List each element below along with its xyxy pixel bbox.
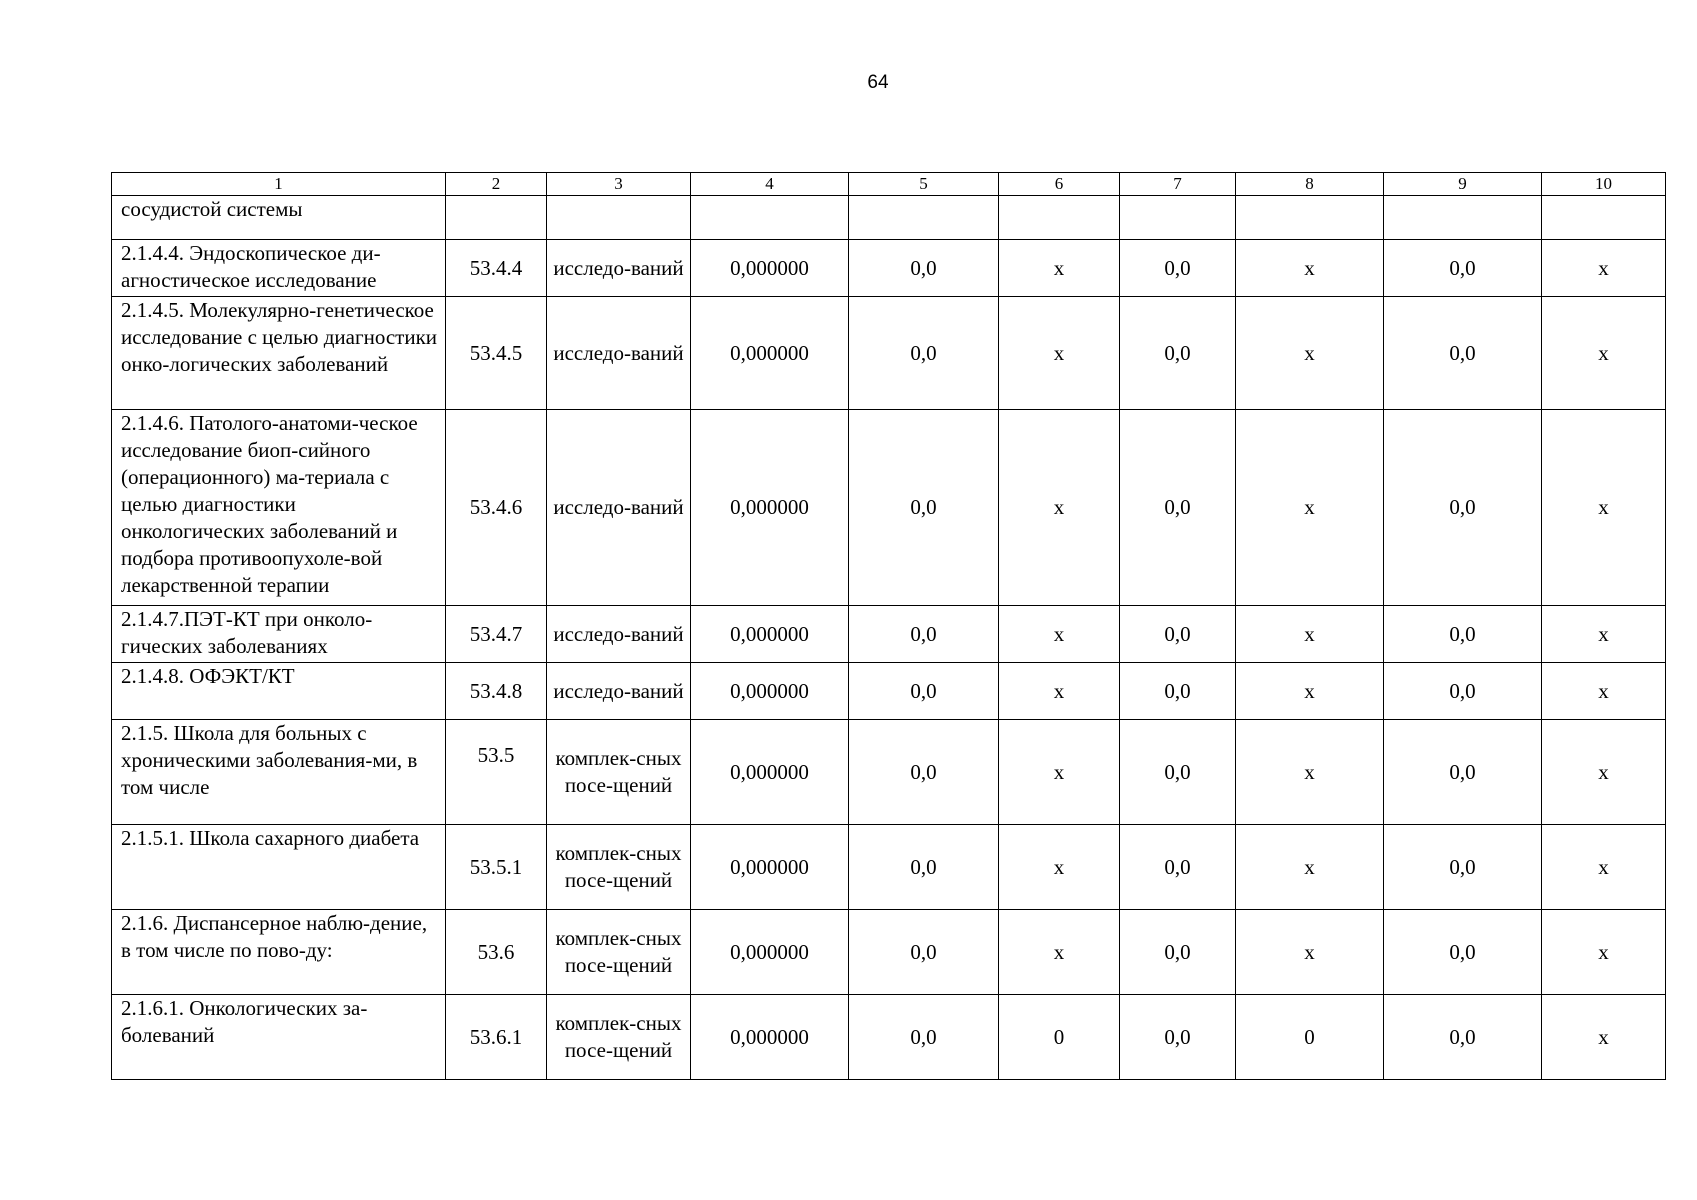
cell-col4: 0,000000	[691, 720, 849, 825]
cell-col5: 0,0	[849, 663, 999, 720]
cell-col6: 0	[999, 995, 1120, 1080]
row-name: 2.1.5.1. Школа сахарного диабета	[112, 825, 446, 910]
row-unit: комплек-сных посе-щений	[547, 720, 691, 825]
cell-col10	[1542, 196, 1666, 240]
row-code: 53.6	[446, 910, 547, 995]
table-row	[112, 720, 1666, 825]
table-row	[112, 606, 1666, 663]
cell-col10: х	[1542, 825, 1666, 910]
cell-col4: 0,000000	[691, 297, 849, 410]
cell-col8: х	[1236, 606, 1384, 663]
row-unit	[547, 196, 691, 240]
cell-col8: х	[1236, 825, 1384, 910]
cell-col8: х	[1236, 240, 1384, 297]
row-name: 2.1.4.7.ПЭТ-КТ при онколо-гических заболеваниях	[112, 606, 446, 663]
column-header: 7	[1120, 173, 1236, 196]
cell-col7: 0,0	[1120, 825, 1236, 910]
cell-col9	[1384, 196, 1542, 240]
cell-col7: 0,0	[1120, 240, 1236, 297]
row-unit: исследо-ваний	[547, 410, 691, 606]
cell-col8: х	[1236, 663, 1384, 720]
cell-col10: х	[1542, 297, 1666, 410]
cell-col5: 0,0	[849, 240, 999, 297]
cell-col5: 0,0	[849, 995, 999, 1080]
row-unit: исследо-ваний	[547, 606, 691, 663]
row-name: сосудистой системы	[112, 196, 446, 240]
cell-col8: х	[1236, 297, 1384, 410]
row-unit: исследо-ваний	[547, 663, 691, 720]
row-code: 53.4.4	[446, 240, 547, 297]
row-name: 2.1.4.5. Молекулярно-генетическое исследование с целью диагностики онко-логических заболеваний	[112, 297, 446, 410]
cell-col10: х	[1542, 720, 1666, 825]
cell-col8: х	[1236, 720, 1384, 825]
cell-col5: 0,0	[849, 720, 999, 825]
column-header: 10	[1542, 173, 1666, 196]
column-header: 4	[691, 173, 849, 196]
row-name: 2.1.6.1. Онкологических за-болеваний	[112, 995, 446, 1080]
cell-col9: 0,0	[1384, 240, 1542, 297]
row-code: 53.4.7	[446, 606, 547, 663]
cell-col6: х	[999, 297, 1120, 410]
column-header: 2	[446, 173, 547, 196]
row-name: 2.1.4.8. ОФЭКТ/КТ	[112, 663, 446, 720]
header-row	[112, 173, 1666, 196]
cell-col10: х	[1542, 910, 1666, 995]
cell-col5: 0,0	[849, 910, 999, 995]
cell-col6: х	[999, 720, 1120, 825]
column-header: 5	[849, 173, 999, 196]
cell-col6: х	[999, 410, 1120, 606]
table-row	[112, 297, 1666, 410]
cell-col10: х	[1542, 995, 1666, 1080]
row-code: 53.6.1	[446, 995, 547, 1080]
cell-col10: х	[1542, 663, 1666, 720]
cell-col5: 0,0	[849, 825, 999, 910]
row-name: 2.1.5. Школа для больных с хроническими заболевания-ми, в том числе	[112, 720, 446, 825]
cell-col8: х	[1236, 410, 1384, 606]
row-unit: комплек-сных посе-щений	[547, 995, 691, 1080]
cell-col9: 0,0	[1384, 663, 1542, 720]
cell-col5: 0,0	[849, 410, 999, 606]
cell-col10: х	[1542, 606, 1666, 663]
column-header: 8	[1236, 173, 1384, 196]
table-row	[112, 663, 1666, 720]
cell-col4: 0,000000	[691, 995, 849, 1080]
cell-col9: 0,0	[1384, 910, 1542, 995]
cell-col6: х	[999, 606, 1120, 663]
table-row	[112, 910, 1666, 995]
table-row	[112, 825, 1666, 910]
cell-col4: 0,000000	[691, 663, 849, 720]
cell-col5: 0,0	[849, 606, 999, 663]
row-code: 53.4.6	[446, 410, 547, 606]
cell-col4: 0,000000	[691, 825, 849, 910]
data-table	[111, 172, 1666, 1080]
row-unit: исследо-ваний	[547, 297, 691, 410]
cell-col7: 0,0	[1120, 606, 1236, 663]
cell-col10: х	[1542, 240, 1666, 297]
cell-col4	[691, 196, 849, 240]
cell-col6: х	[999, 910, 1120, 995]
cell-col8	[1236, 196, 1384, 240]
cell-col9: 0,0	[1384, 297, 1542, 410]
cell-col5: 0,0	[849, 297, 999, 410]
column-header: 6	[999, 173, 1120, 196]
cell-col5	[849, 196, 999, 240]
row-name: 2.1.6. Диспансерное наблю-дение, в том числе по пово-ду:	[112, 910, 446, 995]
column-header: 3	[547, 173, 691, 196]
cell-col7	[1120, 196, 1236, 240]
row-code: 53.4.8	[446, 663, 547, 720]
row-unit: исследо-ваний	[547, 240, 691, 297]
cell-col6	[999, 196, 1120, 240]
row-code: 53.5	[446, 720, 547, 825]
column-header: 1	[112, 173, 446, 196]
cell-col7: 0,0	[1120, 297, 1236, 410]
cell-col6: х	[999, 663, 1120, 720]
cell-col7: 0,0	[1120, 995, 1236, 1080]
cell-col9: 0,0	[1384, 825, 1542, 910]
row-code	[446, 196, 547, 240]
cell-col9: 0,0	[1384, 995, 1542, 1080]
row-name: 2.1.4.4. Эндоскопическое ди-агностическое исследование	[112, 240, 446, 297]
cell-col10: х	[1542, 410, 1666, 606]
cell-col7: 0,0	[1120, 410, 1236, 606]
cell-col4: 0,000000	[691, 910, 849, 995]
cell-col4: 0,000000	[691, 410, 849, 606]
table-row	[112, 410, 1666, 606]
cell-col9: 0,0	[1384, 606, 1542, 663]
cell-col7: 0,0	[1120, 720, 1236, 825]
cell-col4: 0,000000	[691, 240, 849, 297]
cell-col6: х	[999, 825, 1120, 910]
table-row	[112, 240, 1666, 297]
table-row	[112, 995, 1666, 1080]
cell-col8: х	[1236, 910, 1384, 995]
cell-col8: 0	[1236, 995, 1384, 1080]
column-header: 9	[1384, 173, 1542, 196]
cell-col7: 0,0	[1120, 663, 1236, 720]
table-row	[112, 196, 1666, 240]
row-name: 2.1.4.6. Патолого-анатоми-ческое исследование биоп-сийного (операционного) ма-териала с целью диагностики онкологических заболеваний и подбора противоопухоле-вой лекарственной терапии	[112, 410, 446, 606]
cell-col4: 0,000000	[691, 606, 849, 663]
cell-col9: 0,0	[1384, 410, 1542, 606]
cell-col7: 0,0	[1120, 910, 1236, 995]
row-unit: комплек-сных посе-щений	[547, 910, 691, 995]
page-number: 64	[867, 72, 889, 93]
cell-col6: х	[999, 240, 1120, 297]
row-code: 53.5.1	[446, 825, 547, 910]
row-code: 53.4.5	[446, 297, 547, 410]
row-unit: комплек-сных посе-щений	[547, 825, 691, 910]
cell-col9: 0,0	[1384, 720, 1542, 825]
